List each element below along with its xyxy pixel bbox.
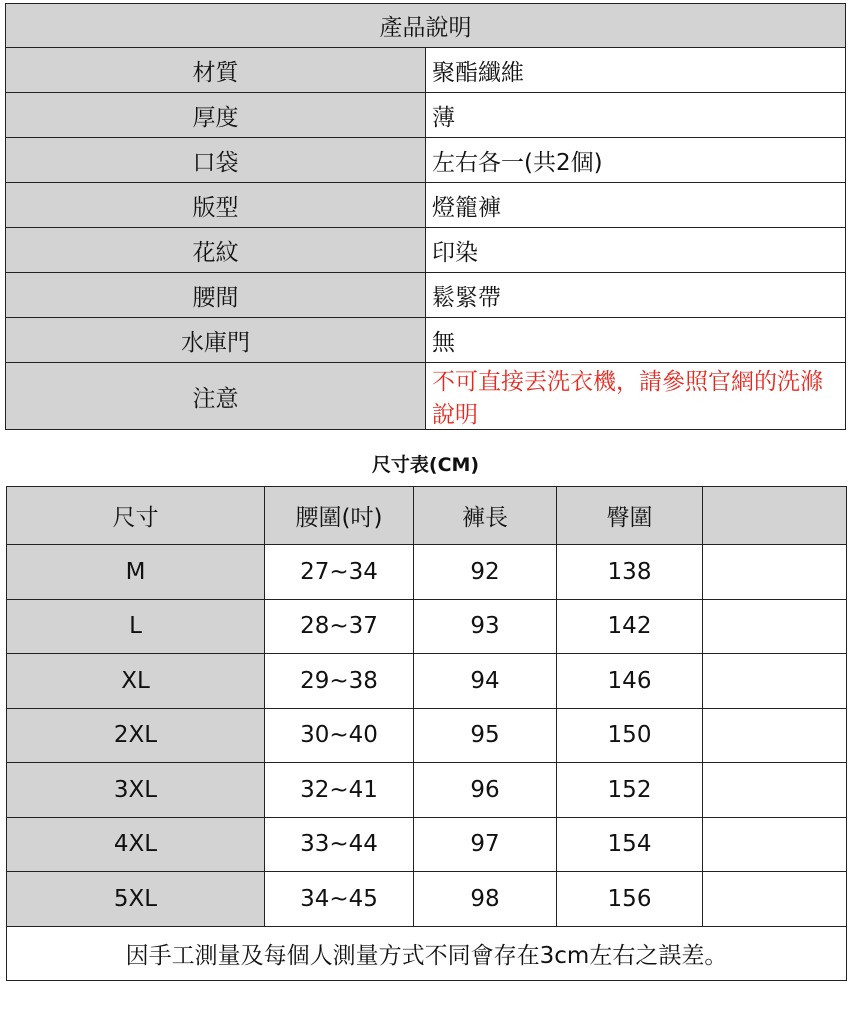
- size-cell: 3XL: [7, 763, 265, 818]
- size-cell: XL: [7, 654, 265, 709]
- product-value: 無: [426, 318, 846, 363]
- empty-cell: [703, 599, 847, 654]
- size-cell: 4XL: [7, 817, 265, 872]
- product-row-fit: [6, 183, 846, 228]
- length-cell: 98: [414, 872, 557, 927]
- size-row-3xl: [7, 763, 847, 818]
- empty-cell: [703, 817, 847, 872]
- care-warning-text: 不可直接丟洗衣機，請參照官網的洗滌說明: [426, 363, 846, 430]
- waist-cell: 32~41: [265, 763, 414, 818]
- size-cell: 5XL: [7, 872, 265, 927]
- waist-cell: 29~38: [265, 654, 414, 709]
- product-label: 材質: [6, 48, 426, 93]
- size-header-row: [7, 487, 847, 545]
- product-label: 水庫門: [6, 318, 426, 363]
- product-row-pattern: [6, 228, 846, 273]
- product-row-zipper: [6, 318, 846, 363]
- waist-cell: 30~40: [265, 708, 414, 763]
- size-cell: M: [7, 545, 265, 600]
- hip-cell: 152: [557, 763, 703, 818]
- empty-cell: [703, 763, 847, 818]
- product-value: 印染: [426, 228, 846, 273]
- empty-cell: [703, 708, 847, 763]
- header-size: 尺寸: [7, 487, 265, 545]
- product-row-notice: [6, 363, 846, 430]
- product-info-table: [5, 3, 846, 430]
- product-label: 厚度: [6, 93, 426, 138]
- measurement-note: 因手工測量及每個人測量方式不同會存在3cm左右之誤差。: [7, 926, 847, 980]
- product-label: 口袋: [6, 138, 426, 183]
- hip-cell: 154: [557, 817, 703, 872]
- product-value: 左右各一(共2個): [426, 138, 846, 183]
- product-title: 產品說明: [6, 4, 846, 48]
- size-row-xl: [7, 654, 847, 709]
- product-value: 燈籠褲: [426, 183, 846, 228]
- size-row-5xl: [7, 872, 847, 927]
- waist-cell: 28~37: [265, 599, 414, 654]
- empty-cell: [703, 545, 847, 600]
- hip-cell: 146: [557, 654, 703, 709]
- product-label: 注意: [6, 363, 426, 430]
- header-waist: 腰圍(吋): [265, 487, 414, 545]
- product-row-material: [6, 48, 846, 93]
- hip-cell: 150: [557, 708, 703, 763]
- product-row-thickness: [6, 93, 846, 138]
- hip-cell: 156: [557, 872, 703, 927]
- length-cell: 95: [414, 708, 557, 763]
- length-cell: 97: [414, 817, 557, 872]
- empty-cell: [703, 654, 847, 709]
- product-value: 鬆緊帶: [426, 273, 846, 318]
- size-row-4xl: [7, 817, 847, 872]
- measurement-note-row: [7, 926, 847, 980]
- empty-cell: [703, 872, 847, 927]
- length-cell: 92: [414, 545, 557, 600]
- product-title-row: [6, 4, 846, 48]
- size-row-m: [7, 545, 847, 600]
- product-row-waist: [6, 273, 846, 318]
- length-cell: 94: [414, 654, 557, 709]
- size-cell: 2XL: [7, 708, 265, 763]
- header-empty: [703, 487, 847, 545]
- size-chart-title: 尺寸表(CM): [371, 454, 480, 476]
- product-row-pocket: [6, 138, 846, 183]
- size-row-l: [7, 599, 847, 654]
- length-cell: 96: [414, 763, 557, 818]
- hip-cell: 142: [557, 599, 703, 654]
- product-value: 聚酯纖維: [426, 48, 846, 93]
- product-value: 薄: [426, 93, 846, 138]
- header-length: 褲長: [414, 487, 557, 545]
- size-chart-table: [6, 486, 847, 981]
- size-row-2xl: [7, 708, 847, 763]
- header-hip: 臀圍: [557, 487, 703, 545]
- hip-cell: 138: [557, 545, 703, 600]
- waist-cell: 33~44: [265, 817, 414, 872]
- size-cell: L: [7, 599, 265, 654]
- product-label: 花紋: [6, 228, 426, 273]
- length-cell: 93: [414, 599, 557, 654]
- waist-cell: 34~45: [265, 872, 414, 927]
- product-label: 版型: [6, 183, 426, 228]
- product-label: 腰間: [6, 273, 426, 318]
- waist-cell: 27~34: [265, 545, 414, 600]
